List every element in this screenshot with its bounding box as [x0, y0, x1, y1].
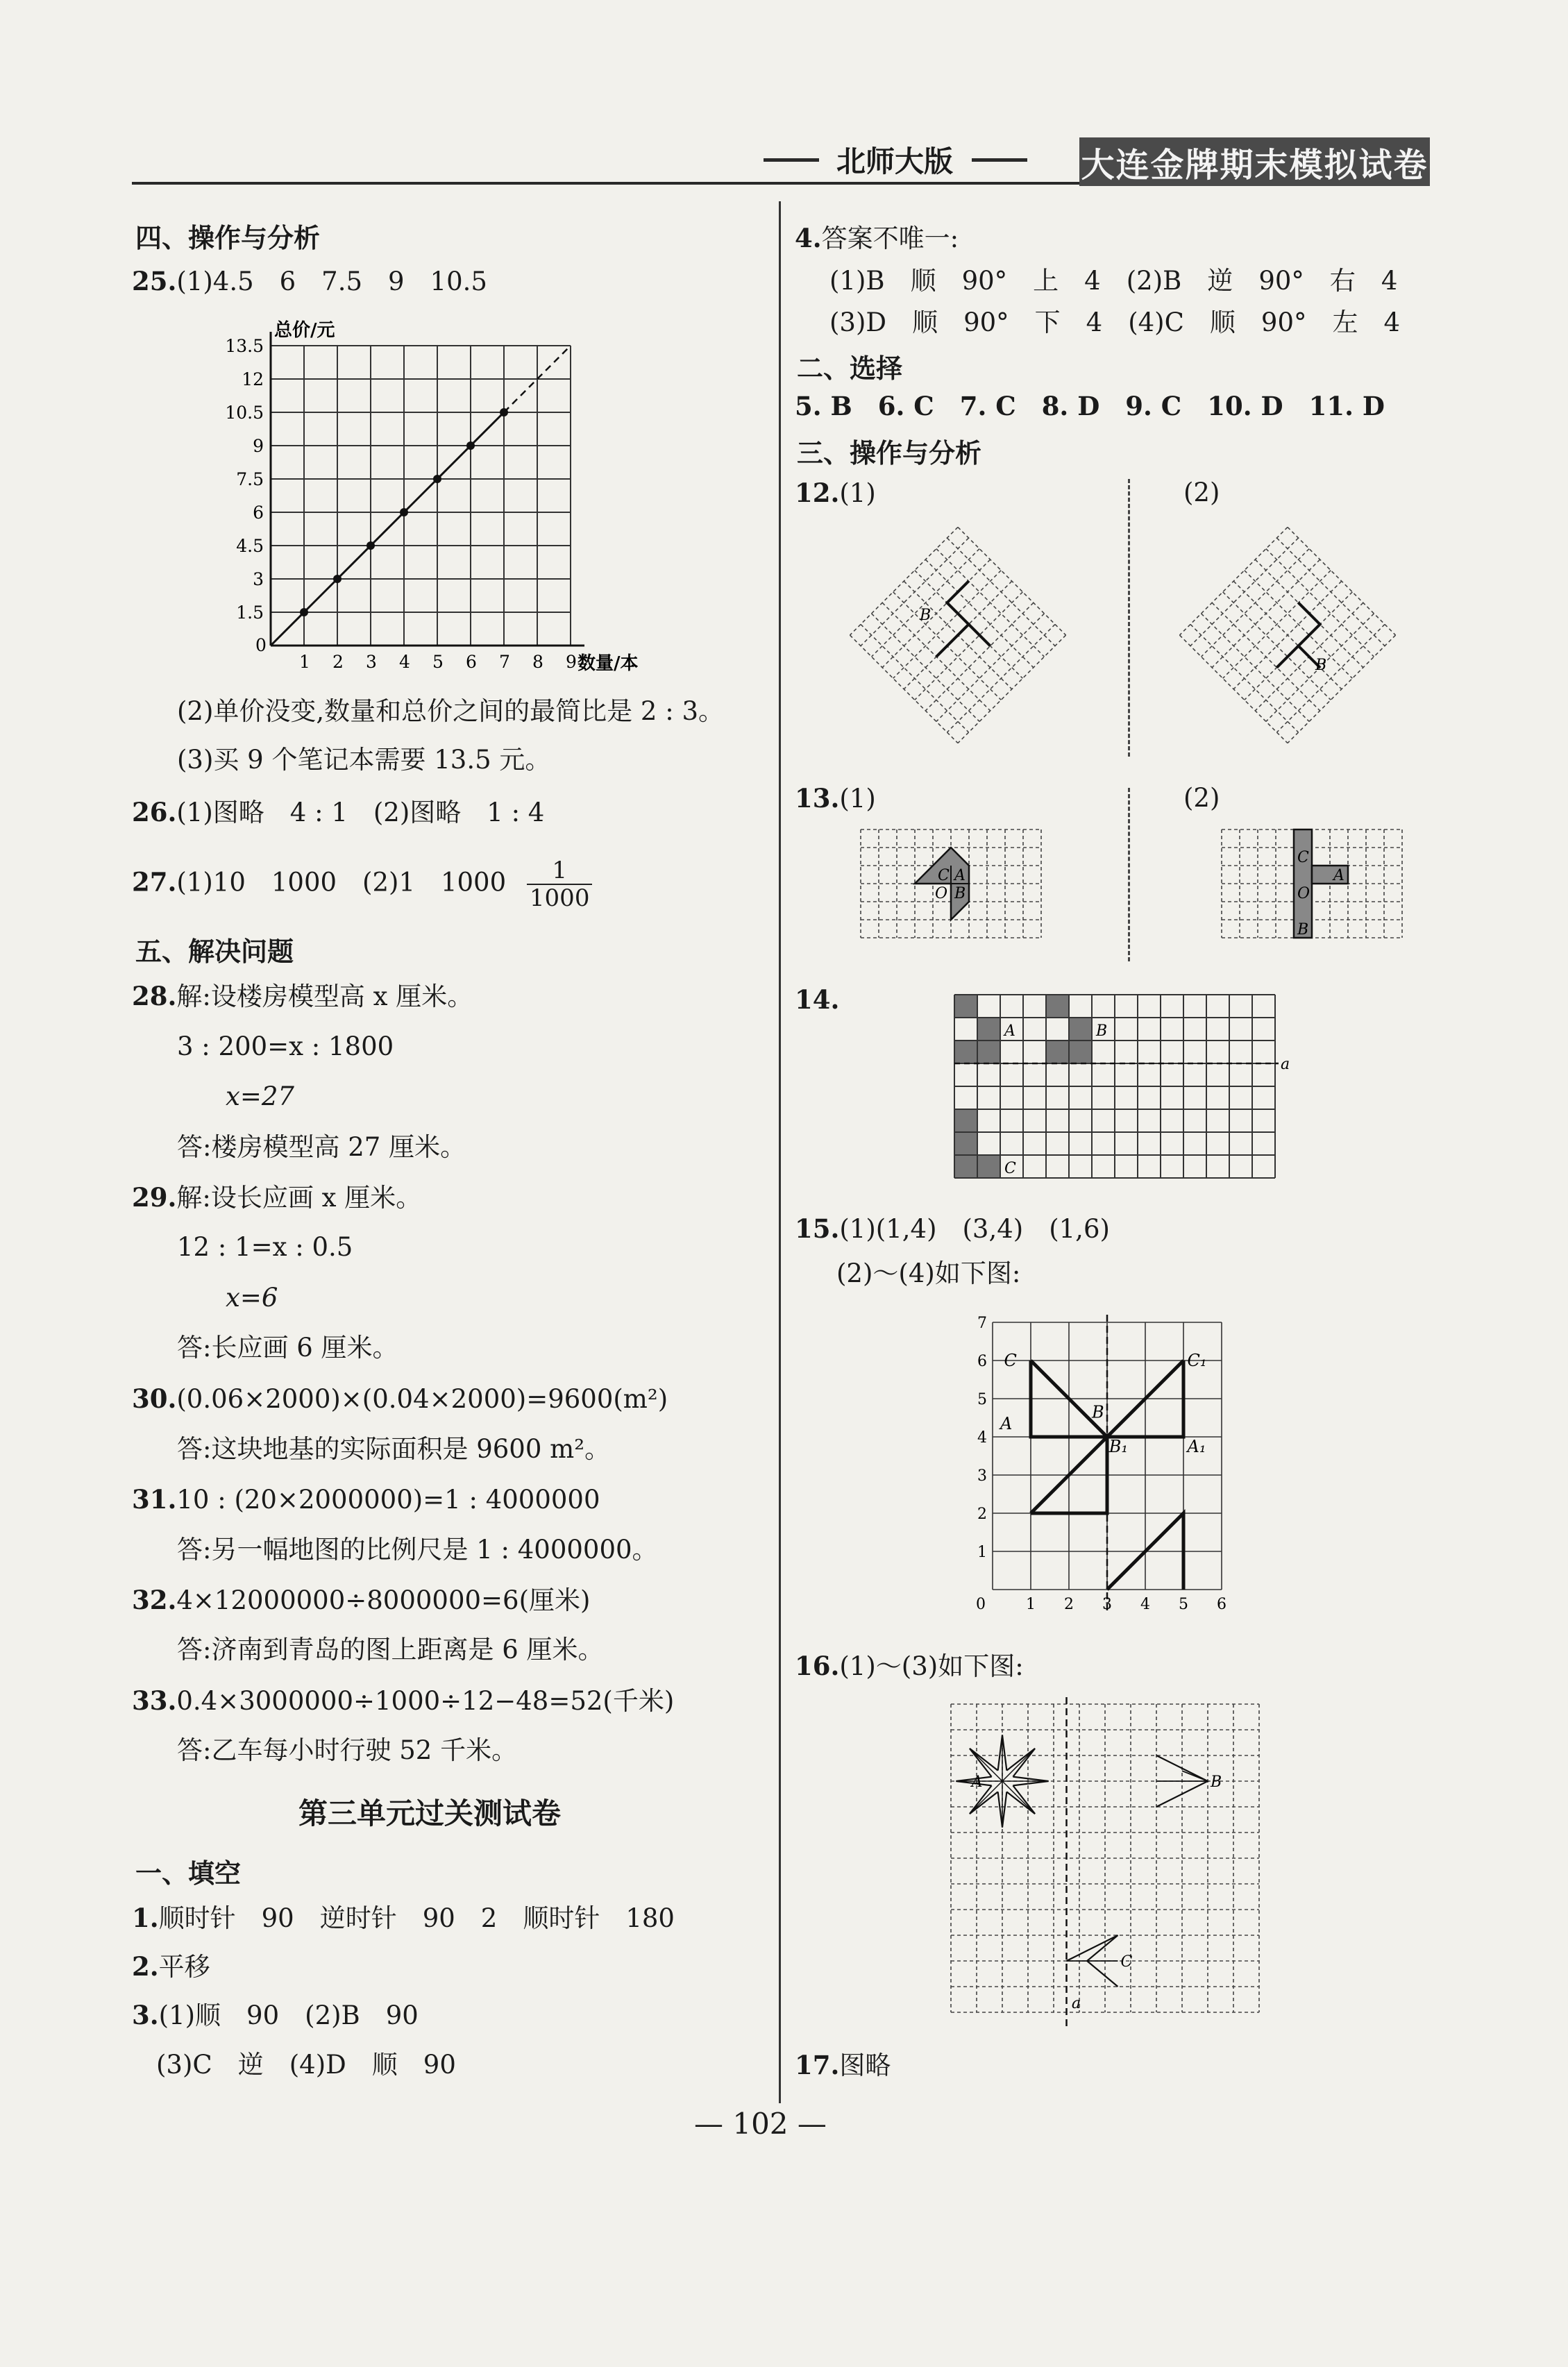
label-c: C — [1004, 1351, 1017, 1370]
q32-line2: 答:济南到青岛的图上距离是 6 厘米。 — [177, 1635, 604, 1665]
q13-grid-1 — [857, 826, 1045, 944]
y-tick-label: 2 — [977, 1506, 987, 1523]
x-tick-label: 5 — [432, 652, 444, 672]
label-b: B — [1096, 1022, 1108, 1040]
x-tick-label: 1 — [299, 652, 310, 672]
y-tick-label: 5 — [977, 1391, 987, 1408]
x-tick-label: 6 — [1217, 1596, 1226, 1613]
question-28 — [132, 979, 473, 1014]
unit-three-title: 第三单元过关测试卷 — [298, 1796, 562, 1830]
label-a1: A₁ — [1187, 1437, 1206, 1456]
label-a: A — [954, 867, 966, 884]
q33-number: 33. — [132, 1685, 177, 1716]
question-27 — [132, 857, 592, 911]
q32-number: 32. — [132, 1585, 177, 1615]
section-operation-analysis: 四、操作与分析 — [135, 223, 321, 253]
q4-line2: (3)D 顺 90° 下 4 (4)C 顺 90° 左 4 — [829, 308, 1401, 337]
label-c: C — [1120, 1953, 1133, 1971]
y-tick-label: 12 — [242, 369, 264, 389]
question-30 — [132, 1381, 668, 1417]
rotated-grid-group — [1179, 527, 1395, 743]
column-divider — [779, 201, 781, 2103]
section-operation-analysis-2: 三、操作与分析 — [797, 438, 982, 469]
label-line-a: a — [1281, 1056, 1290, 1073]
question-32 — [132, 1583, 590, 1618]
q33-line2: 答:乙车每小时行驶 52 千米。 — [177, 1735, 518, 1765]
q28-line1: 解:设楼房模型高 x 厘米。 — [176, 982, 473, 1011]
y-tick-label: 1.5 — [236, 603, 264, 623]
label-a: A — [1333, 867, 1344, 884]
series-segment — [337, 546, 371, 579]
q12-divider — [1128, 479, 1130, 757]
y-axis-label: 总价/元 — [274, 320, 335, 341]
q15-line1: (1)(1,4) (3,4) (1,6) — [839, 1214, 1110, 1244]
unit-price-chart — [201, 305, 639, 680]
q33-line1: 0.4×3000000÷1000÷12−48=52(千米) — [176, 1686, 675, 1716]
data-point — [500, 408, 508, 416]
label-b: B — [954, 885, 966, 902]
question-33 — [132, 1683, 674, 1719]
q15-line2: (2)～(4)如下图: — [836, 1258, 1021, 1288]
q12-rotated-grid-1 — [840, 517, 1076, 753]
rotated-grid-group — [850, 527, 1065, 743]
question-14 — [795, 982, 839, 1018]
y-tick-label: 10.5 — [225, 403, 264, 423]
x-tick-label: 0 — [255, 635, 267, 655]
q29-line3: x=6 — [226, 1283, 278, 1313]
q29-line2: 12 : 1=x : 0.5 — [177, 1232, 353, 1262]
shaded-cell — [954, 1155, 977, 1178]
y-tick-label: 1 — [977, 1544, 987, 1561]
q4-intro: 答案不唯一: — [821, 224, 959, 253]
shaded-cell — [1046, 1041, 1069, 1063]
q28-number: 28. — [132, 981, 177, 1011]
q15-number: 15. — [795, 1213, 840, 1244]
label-a: A — [1004, 1022, 1015, 1040]
label-a: A — [971, 1774, 983, 1791]
q14-translation-grid — [951, 991, 1290, 1199]
question-15 — [795, 1211, 1110, 1247]
x-axis-label: 数量/本 — [578, 653, 639, 674]
x-tick-label: 4 — [1140, 1596, 1150, 1613]
f3-number: 3. — [132, 2000, 159, 2030]
label-a: A — [1000, 1414, 1013, 1433]
q16-star-grid — [937, 1697, 1277, 2037]
y-tick-label: 7 — [977, 1315, 987, 1332]
q16-number: 16. — [795, 1651, 840, 1681]
x-tick-label: 6 — [466, 652, 477, 672]
section-solve-problems: 五、解决问题 — [135, 936, 294, 967]
q27-number: 27. — [132, 866, 177, 898]
q26-number: 26. — [132, 797, 177, 827]
chart-series — [271, 346, 571, 646]
label-b: B — [1211, 1774, 1222, 1791]
star-ray — [1002, 1749, 1035, 1781]
x-tick-label: 9 — [566, 652, 577, 672]
q32-line1: 4×12000000÷8000000=6(厘米) — [176, 1585, 591, 1615]
label-b1: B₁ — [1108, 1437, 1129, 1456]
q4-line1: (1)B 顺 90° 上 4 (2)B 逆 90° 右 4 — [829, 266, 1398, 296]
question-29 — [132, 1180, 421, 1215]
q13-number: 13. — [795, 783, 840, 814]
q16-line1: (1)～(3)如下图: — [839, 1651, 1024, 1681]
q4-number: 4. — [795, 223, 822, 253]
header-edition: 北师大版 — [836, 144, 954, 178]
x-tick-label: 2 — [1064, 1596, 1074, 1613]
star-ray — [1002, 1781, 1035, 1814]
data-point — [300, 608, 308, 616]
section-fill-blank: 一、填空 — [135, 1858, 242, 1889]
section-choice: 二、选择 — [797, 353, 903, 384]
series-segment — [437, 446, 471, 479]
question-26 — [132, 795, 544, 830]
q13-divider — [1128, 788, 1130, 961]
shaded-cell — [977, 1041, 1000, 1063]
f3-line1: (1)顺 90 (2)B 90 — [158, 2000, 419, 2030]
q25-part3: (3)买 9 个笔记本需要 13.5 元。 — [177, 745, 551, 775]
y-tick-label: 3 — [253, 569, 264, 589]
x-tick-label: 0 — [976, 1596, 986, 1613]
label-b: B — [920, 607, 931, 624]
label-c1: C₁ — [1187, 1351, 1207, 1370]
question-17 — [795, 2048, 891, 2083]
q25-number: 25. — [132, 266, 177, 296]
x-tick-label: 7 — [499, 652, 510, 672]
y-tick-label: 4.5 — [236, 536, 264, 556]
x-tick-label: 3 — [1102, 1596, 1112, 1613]
y-tick-label: 4 — [977, 1429, 987, 1447]
q27-answer: (1)10 1000 (2)1 1000 — [176, 867, 507, 898]
label-b: B — [1297, 921, 1309, 938]
q17-number: 17. — [795, 2050, 840, 2080]
y-tick-label: 13.5 — [225, 336, 264, 356]
q28-line2: 3 : 200=x : 1800 — [177, 1031, 394, 1061]
q27-fraction — [527, 857, 593, 911]
series-segment — [471, 412, 504, 446]
q30-number: 30. — [132, 1383, 177, 1414]
question-4 — [795, 221, 959, 256]
q26-answer: (1)图略 4 : 1 (2)图略 1 : 4 — [176, 798, 545, 827]
label-o: O — [1297, 885, 1310, 902]
data-point — [366, 541, 375, 550]
fraction-numerator: 1 — [527, 857, 593, 885]
x-tick-label: 3 — [366, 652, 377, 672]
header-dash-right — [972, 158, 1027, 162]
q29-line4: 答:长应画 6 厘米。 — [177, 1333, 398, 1363]
chart-labels — [225, 319, 638, 674]
f3-line2: (3)C 逆 (4)D 顺 90 — [156, 2050, 456, 2080]
question-16 — [795, 1649, 1024, 1684]
header-dash-left — [764, 158, 819, 162]
series-segment — [304, 579, 337, 612]
q30-line1: (0.06×2000)×(0.04×2000)=9600(m²) — [176, 1384, 668, 1414]
q25-part2: (2)单价没变,数量和总价之间的最简比是 2 : 3。 — [177, 696, 725, 726]
q28-line4: 答:楼房模型高 27 厘米。 — [177, 1132, 466, 1162]
label-b: B — [1092, 1402, 1104, 1422]
x-tick-label: 5 — [1179, 1596, 1188, 1613]
q12-number: 12. — [795, 478, 840, 508]
q31-number: 31. — [132, 1484, 177, 1515]
series-segment-origin — [271, 612, 304, 646]
y-tick-label: 6 — [977, 1353, 987, 1370]
q12-part1: (1) — [839, 478, 876, 508]
y-tick-label: 7.5 — [236, 469, 264, 489]
fill-question-1 — [132, 1901, 675, 1936]
question-13 — [795, 781, 876, 816]
shaded-cell — [1069, 1041, 1092, 1063]
q13-grid-2 — [1218, 826, 1406, 944]
shaded-cell — [977, 1018, 1000, 1041]
shaded-cell — [1046, 995, 1069, 1018]
f2-number: 2. — [132, 1951, 159, 1982]
question-25 — [132, 264, 487, 299]
q17-answer: 图略 — [839, 2050, 891, 2080]
q12-part2-label: (2) — [1183, 478, 1220, 507]
label-c: C — [1297, 849, 1309, 866]
choice-answers: 5. B 6. C 7. C 8. D 9. C 10. D 11. D — [795, 391, 1385, 421]
y-tick-label: 6 — [253, 503, 264, 523]
x-tick-label: 2 — [332, 652, 344, 672]
f1-answer: 顺时针 90 逆时针 90 2 顺时针 180 — [158, 1903, 675, 1933]
shaded-cell — [954, 1132, 977, 1155]
header-series-banner: 大连金牌期末模拟试卷 — [1079, 137, 1430, 186]
series-segment — [371, 512, 404, 546]
fill-question-3 — [132, 1998, 419, 2033]
fill-question-2 — [132, 1949, 210, 1985]
label-o: O — [935, 885, 948, 902]
y-tick-label: 9 — [253, 436, 264, 456]
x-tick-label: 1 — [1026, 1596, 1036, 1613]
label-c: C — [938, 867, 950, 884]
q25-answer: (1)4.5 6 7.5 9 10.5 — [176, 267, 487, 296]
page-number: — 102 — — [694, 2107, 827, 2141]
f1-number: 1. — [132, 1903, 159, 1933]
grid-line — [1179, 635, 1288, 743]
x-tick-label: 8 — [532, 652, 543, 672]
q28-line3: x=27 — [226, 1081, 294, 1111]
f2-answer: 平移 — [158, 1952, 210, 1982]
q29-number: 29. — [132, 1182, 177, 1213]
label-line-a: a — [1071, 1995, 1081, 2012]
fraction-denominator: 1000 — [529, 884, 590, 912]
grid-line — [958, 635, 1066, 743]
shaded-cell — [1069, 1018, 1092, 1041]
q13-part2-label: (2) — [1183, 783, 1220, 813]
y-tick-label: 3 — [977, 1467, 987, 1485]
question-12 — [795, 475, 876, 511]
x-tick-label: 4 — [399, 652, 410, 672]
data-point — [466, 441, 475, 450]
q29-line1: 解:设长应画 x 厘米。 — [176, 1183, 422, 1213]
q14-number: 14. — [795, 984, 840, 1015]
shaded-cell — [954, 1109, 977, 1132]
data-point — [333, 575, 342, 583]
q13-part1: (1) — [839, 784, 876, 814]
series-segment — [404, 479, 437, 512]
q31-line1: 10 : (20×2000000)=1 : 4000000 — [176, 1485, 600, 1515]
label-c: C — [1004, 1160, 1016, 1177]
question-31 — [132, 1482, 600, 1517]
q31-line2: 答:另一幅地图的比例尺是 1 : 4000000。 — [177, 1535, 658, 1565]
shaded-cell — [977, 1155, 1000, 1178]
shaded-cell — [954, 995, 977, 1018]
q30-line2: 答:这块地基的实际面积是 9600 m²。 — [177, 1434, 611, 1464]
label-b: B — [1315, 657, 1327, 674]
data-point — [400, 508, 408, 516]
shaded-cell — [954, 1041, 977, 1063]
q12-rotated-grid-2 — [1170, 517, 1406, 753]
q15-coordinate-figure — [965, 1298, 1256, 1631]
data-point — [433, 475, 441, 483]
